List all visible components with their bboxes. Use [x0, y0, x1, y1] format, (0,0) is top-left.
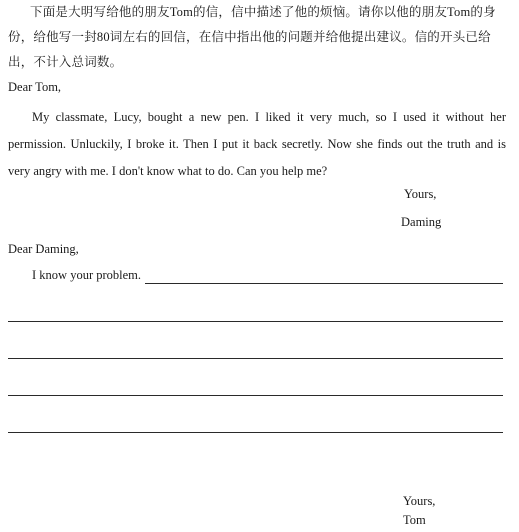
answer-line — [8, 432, 503, 433]
question-instructions: 下面是大明写给他的朋友Tom的信，信中描述了他的烦恼。请你以他的朋友Tom的身份，给他写一封80词左右的回信，在信中指出他的问题并给他提出建议。信的开头已给出，不计入总词数。 — [8, 5, 496, 69]
answer-line — [8, 358, 503, 359]
letter-body: My classmate, Lucy, bought a new pen. I liked it very much, so I used it without her permission. Unluckily, I broke it. Then I put it back secretly. Now she finds out the truth and is very angry with me. I don't know what to do. Can you help me? — [8, 110, 506, 178]
reply-opening: I know your problem. — [32, 268, 142, 282]
reply-closing: Yours, — [403, 494, 436, 508]
answer-line — [8, 395, 503, 396]
letter-signature: Daming — [401, 215, 442, 229]
letter-greeting: Dear Tom, — [8, 80, 62, 94]
answer-line — [8, 321, 503, 322]
reply-signature: Tom — [403, 513, 426, 527]
reply-greeting: Dear Daming, — [8, 242, 79, 256]
letter-closing: Yours, — [404, 187, 437, 201]
answer-line — [145, 283, 503, 284]
